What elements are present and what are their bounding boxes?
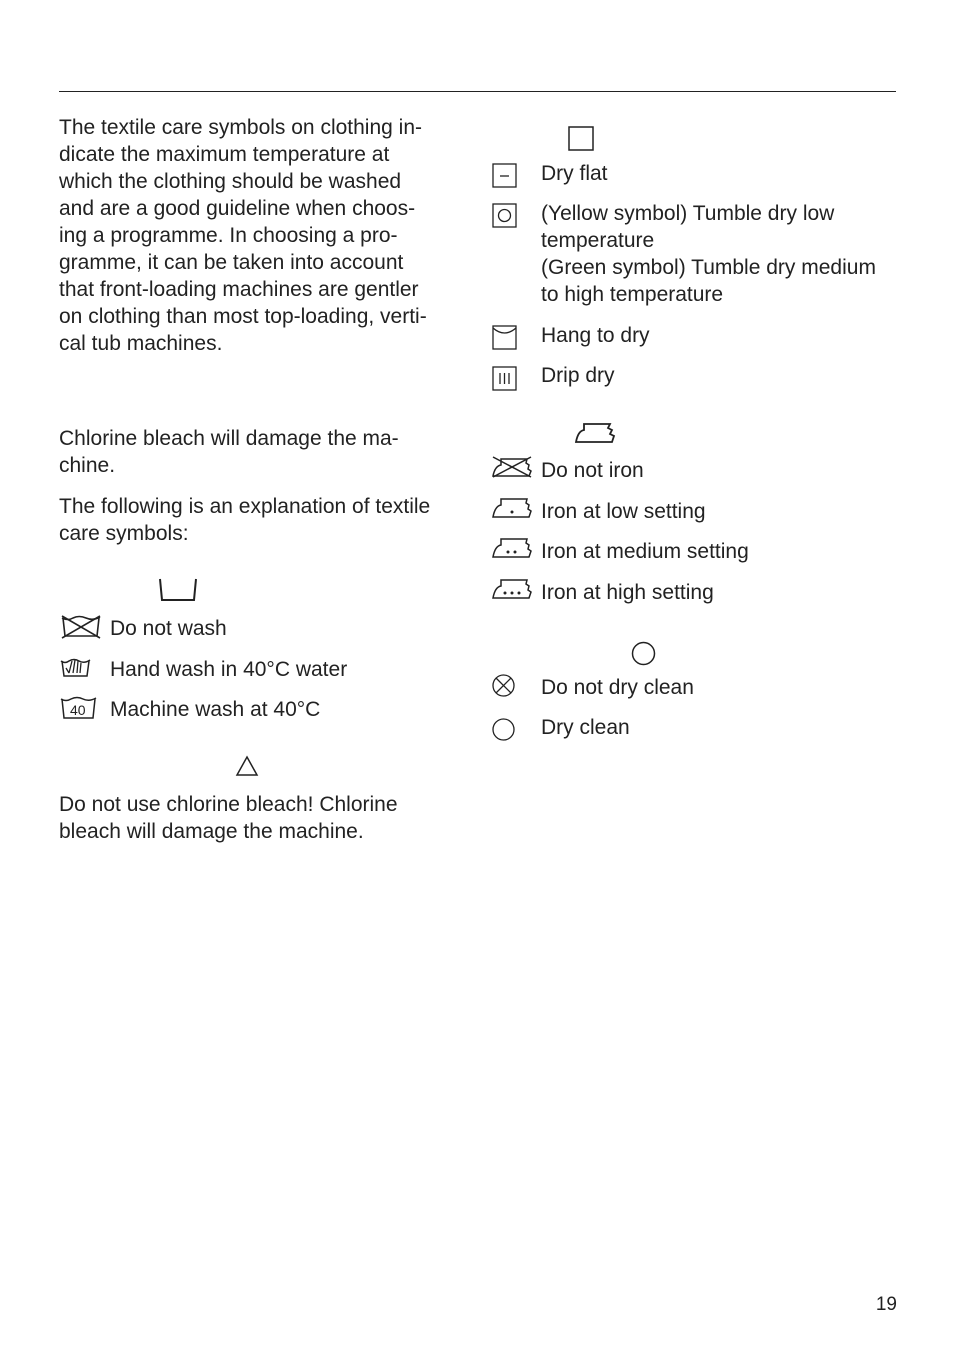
chlorine-line: chine. bbox=[59, 454, 116, 477]
machine-wash-label: Machine wash at 40°C bbox=[110, 698, 321, 721]
dry-flat-icon bbox=[492, 163, 518, 189]
intro-line: which the clothing should be washed bbox=[59, 170, 402, 193]
tumble-dry-icon bbox=[492, 203, 518, 229]
following-paragraph bbox=[59, 493, 469, 547]
dry-cleaning-circle-icon bbox=[631, 641, 657, 667]
drying-square-icon bbox=[568, 126, 594, 152]
intro-line: on clothing than most top-loading, verti- bbox=[59, 305, 427, 328]
following-line: care symbols: bbox=[59, 522, 189, 545]
intro-paragraph bbox=[59, 114, 469, 357]
iron-icon bbox=[574, 421, 616, 445]
tumble-dry-line: (Yellow symbol) Tumble dry low bbox=[541, 202, 835, 225]
tumble-dry-line: (Green symbol) Tumble dry medium bbox=[541, 256, 876, 279]
following-line: The following is an explanation of textile bbox=[59, 495, 431, 518]
do-not-wash-label: Do not wash bbox=[110, 617, 227, 640]
bleach-line: bleach will damage the machine. bbox=[59, 820, 364, 843]
iron-high-icon bbox=[491, 577, 533, 601]
do-not-wash-icon bbox=[60, 614, 102, 640]
intro-line: that front-loading machines are gentler bbox=[59, 278, 419, 301]
bleach-triangle-icon bbox=[236, 755, 258, 777]
page-number: 19 bbox=[875, 1294, 897, 1315]
dry-flat-label: Dry flat bbox=[541, 162, 608, 185]
intro-line: The textile care symbols on clothing in- bbox=[59, 116, 422, 139]
hang-to-dry-icon bbox=[492, 325, 518, 351]
tumble-dry-label bbox=[541, 200, 921, 308]
chlorine-paragraph bbox=[59, 425, 469, 479]
hand-wash-icon bbox=[60, 655, 92, 679]
washtub-icon bbox=[158, 577, 198, 603]
header-rule bbox=[59, 91, 896, 92]
bleach-paragraph bbox=[59, 791, 469, 845]
iron-medium-icon bbox=[491, 536, 533, 560]
intro-line: dicate the maximum temperature at bbox=[59, 143, 390, 166]
tumble-dry-line: to high temperature bbox=[541, 283, 724, 306]
iron-high-label: Iron at high setting bbox=[541, 581, 714, 604]
iron-low-icon bbox=[491, 496, 533, 520]
drip-dry-label: Drip dry bbox=[541, 364, 615, 387]
machine-wash-temp-text: 40 bbox=[70, 702, 86, 718]
hand-wash-label: Hand wash in 40°C water bbox=[110, 658, 348, 681]
drip-dry-icon bbox=[492, 366, 518, 392]
do-not-dry-clean-icon bbox=[491, 673, 517, 699]
hang-to-dry-label: Hang to dry bbox=[541, 324, 650, 347]
intro-line: ing a programme. In choosing a pro- bbox=[59, 224, 398, 247]
tumble-dry-line: temperature bbox=[541, 229, 655, 252]
do-not-iron-icon bbox=[491, 455, 533, 479]
machine-wash-40-icon bbox=[60, 695, 98, 721]
dry-clean-label: Dry clean bbox=[541, 716, 630, 739]
intro-line: and are a good guideline when choos- bbox=[59, 197, 416, 220]
do-not-iron-label: Do not iron bbox=[541, 459, 644, 482]
intro-line: cal tub machines. bbox=[59, 332, 223, 355]
iron-medium-label: Iron at medium setting bbox=[541, 540, 749, 563]
dry-clean-icon bbox=[491, 717, 517, 743]
do-not-dry-clean-label: Do not dry clean bbox=[541, 676, 694, 699]
chlorine-line: Chlorine bleach will damage the ma- bbox=[59, 427, 399, 450]
bleach-line: Do not use chlorine bleach! Chlorine bbox=[59, 793, 398, 816]
intro-line: gramme, it can be taken into account bbox=[59, 251, 404, 274]
iron-low-label: Iron at low setting bbox=[541, 500, 706, 523]
